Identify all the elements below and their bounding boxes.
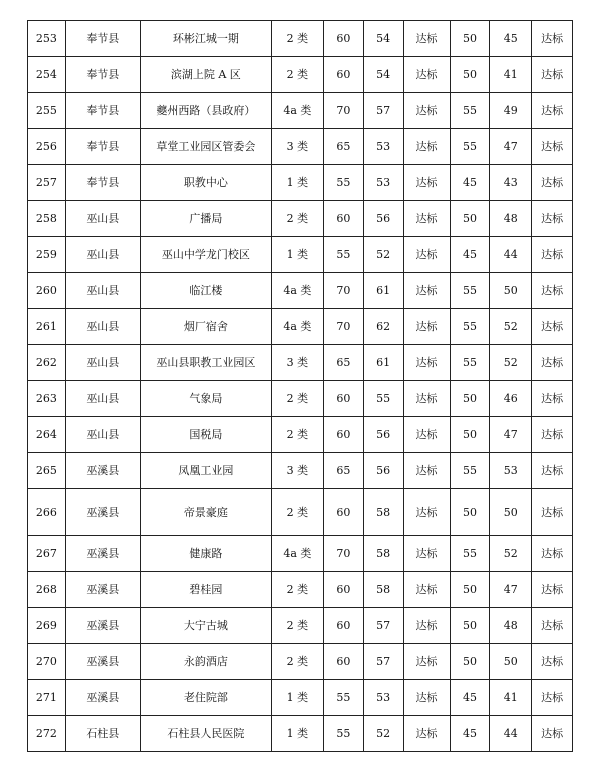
row-number-cell: 253 <box>28 21 66 57</box>
night-limit-cell: 50 <box>450 608 490 644</box>
county-cell: 奉节县 <box>65 57 140 93</box>
row-number-cell: 271 <box>28 680 66 716</box>
day-result-cell: 达标 <box>403 680 450 716</box>
night-limit-cell: 55 <box>450 536 490 572</box>
night-limit-cell: 55 <box>450 93 490 129</box>
night-limit-cell: 55 <box>450 453 490 489</box>
night-limit-cell: 50 <box>450 201 490 237</box>
day-result-cell: 达标 <box>403 201 450 237</box>
night-limit-cell: 50 <box>450 57 490 93</box>
night-result-cell: 达标 <box>532 489 573 536</box>
zone-class-cell: 4a 类 <box>271 309 323 345</box>
day-limit-cell: 60 <box>324 381 364 417</box>
table-row <box>28 21 573 57</box>
day-value-cell: 56 <box>363 453 403 489</box>
site-name-cell: 巫山县职教工业园区 <box>140 345 271 381</box>
table-row <box>28 608 573 644</box>
night-result-cell: 达标 <box>532 680 573 716</box>
day-value-cell: 62 <box>363 309 403 345</box>
night-result-cell: 达标 <box>532 381 573 417</box>
day-limit-cell: 70 <box>324 309 364 345</box>
zone-class-cell: 2 类 <box>271 21 323 57</box>
night-result-cell: 达标 <box>532 536 573 572</box>
night-result-cell: 达标 <box>532 21 573 57</box>
day-value-cell: 56 <box>363 417 403 453</box>
night-value-cell: 52 <box>490 309 532 345</box>
day-value-cell: 54 <box>363 21 403 57</box>
site-name-cell: 广播局 <box>140 201 271 237</box>
night-value-cell: 47 <box>490 572 532 608</box>
day-value-cell: 56 <box>363 201 403 237</box>
county-cell: 巫山县 <box>65 417 140 453</box>
table-row <box>28 345 573 381</box>
day-limit-cell: 60 <box>324 608 364 644</box>
day-value-cell: 52 <box>363 237 403 273</box>
table-row <box>28 309 573 345</box>
row-number-cell: 255 <box>28 93 66 129</box>
table-row <box>28 536 573 572</box>
night-result-cell: 达标 <box>532 129 573 165</box>
zone-class-cell: 3 类 <box>271 345 323 381</box>
day-result-cell: 达标 <box>403 345 450 381</box>
site-name-cell: 碧桂园 <box>140 572 271 608</box>
county-cell: 奉节县 <box>65 165 140 201</box>
county-cell: 巫山县 <box>65 309 140 345</box>
zone-class-cell: 2 类 <box>271 417 323 453</box>
zone-class-cell: 2 类 <box>271 381 323 417</box>
night-value-cell: 47 <box>490 417 532 453</box>
day-result-cell: 达标 <box>403 381 450 417</box>
night-limit-cell: 45 <box>450 680 490 716</box>
day-result-cell: 达标 <box>403 644 450 680</box>
night-result-cell: 达标 <box>532 237 573 273</box>
table-row <box>28 273 573 309</box>
night-result-cell: 达标 <box>532 716 573 752</box>
noise-monitoring-table <box>27 20 573 752</box>
night-value-cell: 41 <box>490 57 532 93</box>
night-value-cell: 41 <box>490 680 532 716</box>
day-value-cell: 57 <box>363 93 403 129</box>
night-value-cell: 50 <box>490 273 532 309</box>
county-cell: 巫溪县 <box>65 489 140 536</box>
county-cell: 石柱县 <box>65 716 140 752</box>
day-limit-cell: 65 <box>324 453 364 489</box>
night-result-cell: 达标 <box>532 93 573 129</box>
site-name-cell: 帝景豪庭 <box>140 489 271 536</box>
day-result-cell: 达标 <box>403 453 450 489</box>
night-value-cell: 48 <box>490 608 532 644</box>
county-cell: 巫溪县 <box>65 608 140 644</box>
night-result-cell: 达标 <box>532 165 573 201</box>
table-row <box>28 680 573 716</box>
night-value-cell: 44 <box>490 716 532 752</box>
zone-class-cell: 1 类 <box>271 716 323 752</box>
site-name-cell: 烟厂宿舍 <box>140 309 271 345</box>
day-value-cell: 57 <box>363 608 403 644</box>
day-result-cell: 达标 <box>403 572 450 608</box>
night-limit-cell: 50 <box>450 489 490 536</box>
site-name-cell: 临江楼 <box>140 273 271 309</box>
table-row <box>28 417 573 453</box>
zone-class-cell: 2 类 <box>271 644 323 680</box>
day-result-cell: 达标 <box>403 57 450 93</box>
site-name-cell: 职教中心 <box>140 165 271 201</box>
night-result-cell: 达标 <box>532 453 573 489</box>
day-value-cell: 55 <box>363 381 403 417</box>
site-name-cell: 健康路 <box>140 536 271 572</box>
row-number-cell: 272 <box>28 716 66 752</box>
row-number-cell: 267 <box>28 536 66 572</box>
row-number-cell: 260 <box>28 273 66 309</box>
night-limit-cell: 50 <box>450 572 490 608</box>
night-value-cell: 52 <box>490 536 532 572</box>
day-limit-cell: 65 <box>324 129 364 165</box>
night-limit-cell: 55 <box>450 309 490 345</box>
day-result-cell: 达标 <box>403 716 450 752</box>
zone-class-cell: 1 类 <box>271 680 323 716</box>
zone-class-cell: 2 类 <box>271 608 323 644</box>
day-value-cell: 53 <box>363 165 403 201</box>
day-limit-cell: 55 <box>324 716 364 752</box>
day-limit-cell: 55 <box>324 165 364 201</box>
site-name-cell: 石柱县人民医院 <box>140 716 271 752</box>
night-result-cell: 达标 <box>532 608 573 644</box>
night-value-cell: 47 <box>490 129 532 165</box>
zone-class-cell: 4a 类 <box>271 93 323 129</box>
table-row <box>28 165 573 201</box>
zone-class-cell: 1 类 <box>271 165 323 201</box>
site-name-cell: 老住院部 <box>140 680 271 716</box>
table-row <box>28 572 573 608</box>
night-limit-cell: 55 <box>450 345 490 381</box>
row-number-cell: 269 <box>28 608 66 644</box>
row-number-cell: 254 <box>28 57 66 93</box>
zone-class-cell: 1 类 <box>271 237 323 273</box>
county-cell: 巫山县 <box>65 381 140 417</box>
site-name-cell: 环彬江城一期 <box>140 21 271 57</box>
night-result-cell: 达标 <box>532 345 573 381</box>
day-limit-cell: 55 <box>324 680 364 716</box>
night-result-cell: 达标 <box>532 309 573 345</box>
night-result-cell: 达标 <box>532 273 573 309</box>
night-value-cell: 52 <box>490 345 532 381</box>
county-cell: 巫溪县 <box>65 536 140 572</box>
night-result-cell: 达标 <box>532 644 573 680</box>
night-limit-cell: 50 <box>450 381 490 417</box>
table-row <box>28 237 573 273</box>
county-cell: 巫山县 <box>65 201 140 237</box>
night-limit-cell: 45 <box>450 716 490 752</box>
row-number-cell: 258 <box>28 201 66 237</box>
night-value-cell: 50 <box>490 644 532 680</box>
site-name-cell: 滨湖上院 A 区 <box>140 57 271 93</box>
site-name-cell: 国税局 <box>140 417 271 453</box>
zone-class-cell: 4a 类 <box>271 273 323 309</box>
night-limit-cell: 45 <box>450 237 490 273</box>
day-value-cell: 58 <box>363 572 403 608</box>
day-result-cell: 达标 <box>403 489 450 536</box>
day-limit-cell: 60 <box>324 417 364 453</box>
night-result-cell: 达标 <box>532 572 573 608</box>
county-cell: 巫山县 <box>65 345 140 381</box>
day-limit-cell: 55 <box>324 237 364 273</box>
site-name-cell: 凤凰工业园 <box>140 453 271 489</box>
county-cell: 巫山县 <box>65 273 140 309</box>
table-row <box>28 129 573 165</box>
county-cell: 巫溪县 <box>65 680 140 716</box>
day-limit-cell: 60 <box>324 57 364 93</box>
row-number-cell: 257 <box>28 165 66 201</box>
zone-class-cell: 2 类 <box>271 572 323 608</box>
day-value-cell: 61 <box>363 273 403 309</box>
day-result-cell: 达标 <box>403 165 450 201</box>
county-cell: 巫溪县 <box>65 572 140 608</box>
zone-class-cell: 2 类 <box>271 57 323 93</box>
table-row <box>28 489 573 536</box>
day-result-cell: 达标 <box>403 608 450 644</box>
day-value-cell: 53 <box>363 129 403 165</box>
day-limit-cell: 60 <box>324 572 364 608</box>
night-value-cell: 50 <box>490 489 532 536</box>
night-result-cell: 达标 <box>532 57 573 93</box>
night-value-cell: 43 <box>490 165 532 201</box>
county-cell: 奉节县 <box>65 129 140 165</box>
table-row <box>28 381 573 417</box>
row-number-cell: 270 <box>28 644 66 680</box>
night-limit-cell: 50 <box>450 417 490 453</box>
night-value-cell: 48 <box>490 201 532 237</box>
day-limit-cell: 60 <box>324 489 364 536</box>
county-cell: 巫溪县 <box>65 453 140 489</box>
county-cell: 巫溪县 <box>65 644 140 680</box>
night-limit-cell: 55 <box>450 129 490 165</box>
day-limit-cell: 60 <box>324 21 364 57</box>
day-result-cell: 达标 <box>403 21 450 57</box>
row-number-cell: 268 <box>28 572 66 608</box>
day-result-cell: 达标 <box>403 417 450 453</box>
night-limit-cell: 50 <box>450 21 490 57</box>
row-number-cell: 263 <box>28 381 66 417</box>
day-value-cell: 61 <box>363 345 403 381</box>
day-limit-cell: 70 <box>324 273 364 309</box>
day-limit-cell: 70 <box>324 93 364 129</box>
county-cell: 巫山县 <box>65 237 140 273</box>
table-body <box>28 21 573 752</box>
zone-class-cell: 4a 类 <box>271 536 323 572</box>
night-limit-cell: 45 <box>450 165 490 201</box>
day-result-cell: 达标 <box>403 237 450 273</box>
site-name-cell: 巫山中学龙门校区 <box>140 237 271 273</box>
night-result-cell: 达标 <box>532 201 573 237</box>
row-number-cell: 265 <box>28 453 66 489</box>
row-number-cell: 259 <box>28 237 66 273</box>
day-limit-cell: 65 <box>324 345 364 381</box>
site-name-cell: 草堂工业园区管委会 <box>140 129 271 165</box>
table-row <box>28 716 573 752</box>
zone-class-cell: 3 类 <box>271 129 323 165</box>
day-limit-cell: 60 <box>324 201 364 237</box>
county-cell: 奉节县 <box>65 21 140 57</box>
day-value-cell: 53 <box>363 680 403 716</box>
day-result-cell: 达标 <box>403 273 450 309</box>
zone-class-cell: 2 类 <box>271 201 323 237</box>
day-value-cell: 57 <box>363 644 403 680</box>
day-value-cell: 54 <box>363 57 403 93</box>
site-name-cell: 夔州西路（县政府） <box>140 93 271 129</box>
night-value-cell: 44 <box>490 237 532 273</box>
night-value-cell: 45 <box>490 21 532 57</box>
row-number-cell: 261 <box>28 309 66 345</box>
night-limit-cell: 55 <box>450 273 490 309</box>
row-number-cell: 262 <box>28 345 66 381</box>
zone-class-cell: 3 类 <box>271 453 323 489</box>
day-result-cell: 达标 <box>403 129 450 165</box>
table-row <box>28 644 573 680</box>
site-name-cell: 永韵酒店 <box>140 644 271 680</box>
day-limit-cell: 60 <box>324 644 364 680</box>
site-name-cell: 气象局 <box>140 381 271 417</box>
day-result-cell: 达标 <box>403 309 450 345</box>
night-limit-cell: 50 <box>450 644 490 680</box>
day-value-cell: 58 <box>363 536 403 572</box>
table-row <box>28 93 573 129</box>
county-cell: 奉节县 <box>65 93 140 129</box>
night-value-cell: 46 <box>490 381 532 417</box>
night-result-cell: 达标 <box>532 417 573 453</box>
table-row <box>28 57 573 93</box>
day-result-cell: 达标 <box>403 93 450 129</box>
day-value-cell: 52 <box>363 716 403 752</box>
night-value-cell: 49 <box>490 93 532 129</box>
night-value-cell: 53 <box>490 453 532 489</box>
row-number-cell: 256 <box>28 129 66 165</box>
day-limit-cell: 70 <box>324 536 364 572</box>
table-row <box>28 201 573 237</box>
zone-class-cell: 2 类 <box>271 489 323 536</box>
row-number-cell: 266 <box>28 489 66 536</box>
site-name-cell: 大宁古城 <box>140 608 271 644</box>
day-value-cell: 58 <box>363 489 403 536</box>
table-row <box>28 453 573 489</box>
row-number-cell: 264 <box>28 417 66 453</box>
day-result-cell: 达标 <box>403 536 450 572</box>
